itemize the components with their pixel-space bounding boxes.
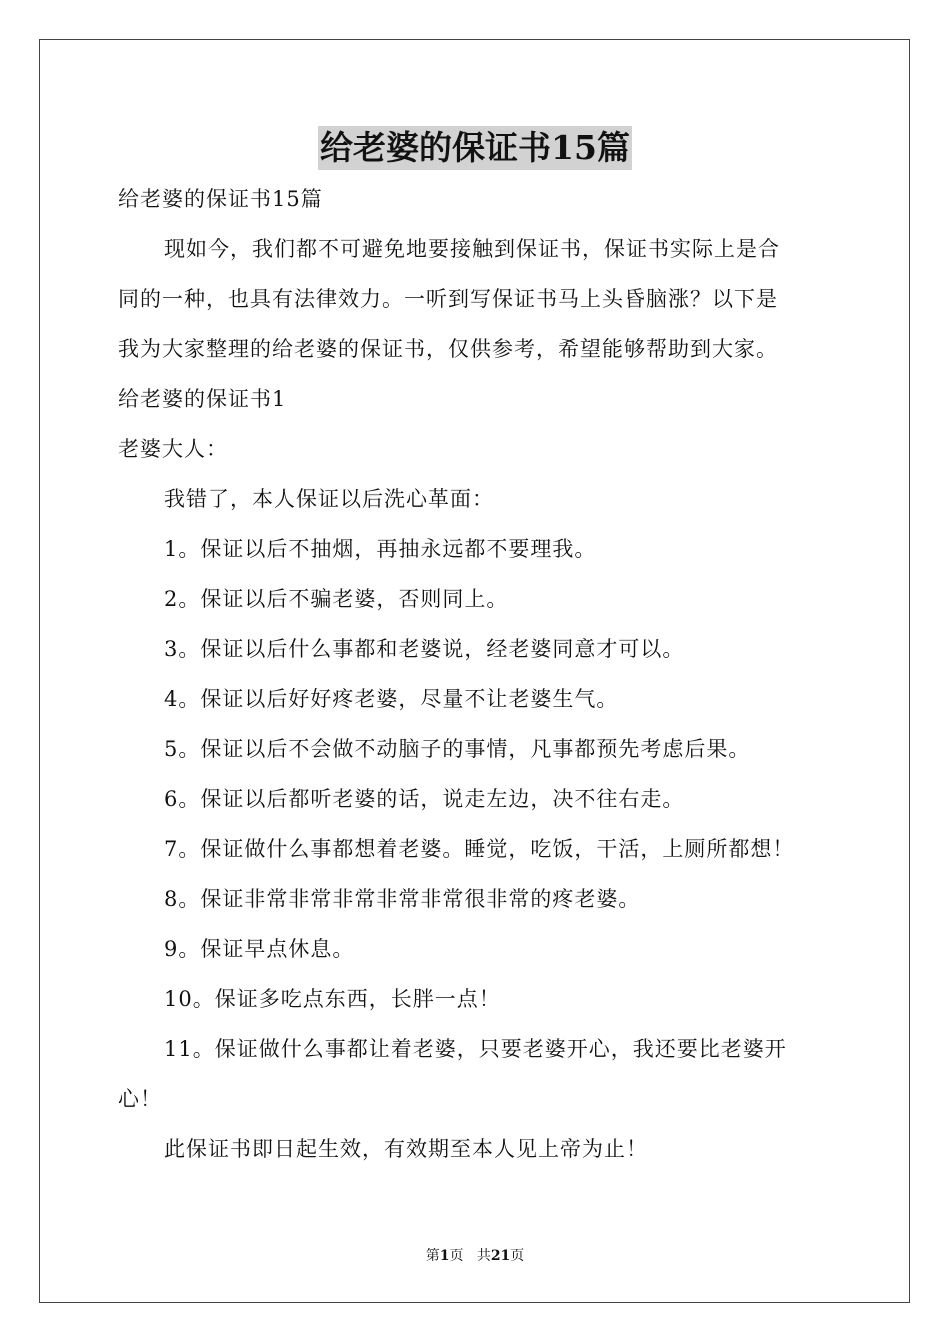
promise-item: 6。保证以后都听老婆的话，说走左边，决不往右走。 (164, 787, 685, 811)
section-heading: 给老婆的保证书1 (118, 387, 287, 411)
promise-item: 4。保证以后好好疼老婆，尽量不让老婆生气。 (164, 687, 619, 711)
intro-line-1: 现如今，我们都不可避免地要接触到保证书，保证书实际上是合 (164, 237, 780, 261)
subtitle-line: 给老婆的保证书15篇 (118, 187, 323, 211)
total-label-suffix: 页 (510, 1248, 525, 1264)
page-label-prefix: 第 (425, 1248, 440, 1264)
promise-item: 11。保证做什么事都让着老婆，只要老婆开心，我还要比老婆开 (164, 1037, 787, 1061)
closing-line: 此保证书即日起生效，有效期至本人见上帝为止！ (164, 1137, 648, 1161)
page-border (39, 39, 910, 1303)
promise-item: 2。保证以后不骗老婆，否则同上。 (164, 587, 509, 611)
salutation: 老婆大人： (118, 437, 228, 461)
document-title: 给老婆的保证书15篇 (318, 126, 632, 170)
promise-item: 5。保证以后不会做不动脑子的事情，凡事都预先考虑后果。 (164, 737, 751, 761)
promise-item: 3。保证以后什么事都和老婆说，经老婆同意才可以。 (164, 637, 685, 661)
total-pages: 21 (490, 1248, 511, 1264)
page-number: 1 (439, 1248, 450, 1264)
promise-item: 10。保证多吃点东西，长胖一点！ (164, 987, 501, 1011)
intro-line-2: 同的一种，也具有法律效力。一听到写保证书马上头昏脑涨？以下是 (118, 287, 778, 311)
promise-item-continued: 心！ (118, 1087, 162, 1111)
intro-line-3: 我为大家整理的给老婆的保证书，仅供参考，希望能够帮助到大家。 (118, 337, 778, 361)
page-footer (0, 1247, 950, 1265)
promise-item: 1。保证以后不抽烟，再抽永远都不要理我。 (164, 537, 597, 561)
promise-item: 9。保证早点休息。 (164, 937, 355, 961)
promise-item: 7。保证做什么事都想着老婆。睡觉，吃饭，干活，上厕所都想！ (164, 837, 795, 861)
title-container (0, 126, 950, 170)
total-label-prefix: 共 (476, 1248, 491, 1264)
opening-line: 我错了，本人保证以后洗心革面： (164, 487, 494, 511)
promise-item: 8。保证非常非常非常非常非常很非常的疼老婆。 (164, 887, 641, 911)
page-label-suffix: 页 (449, 1248, 464, 1264)
